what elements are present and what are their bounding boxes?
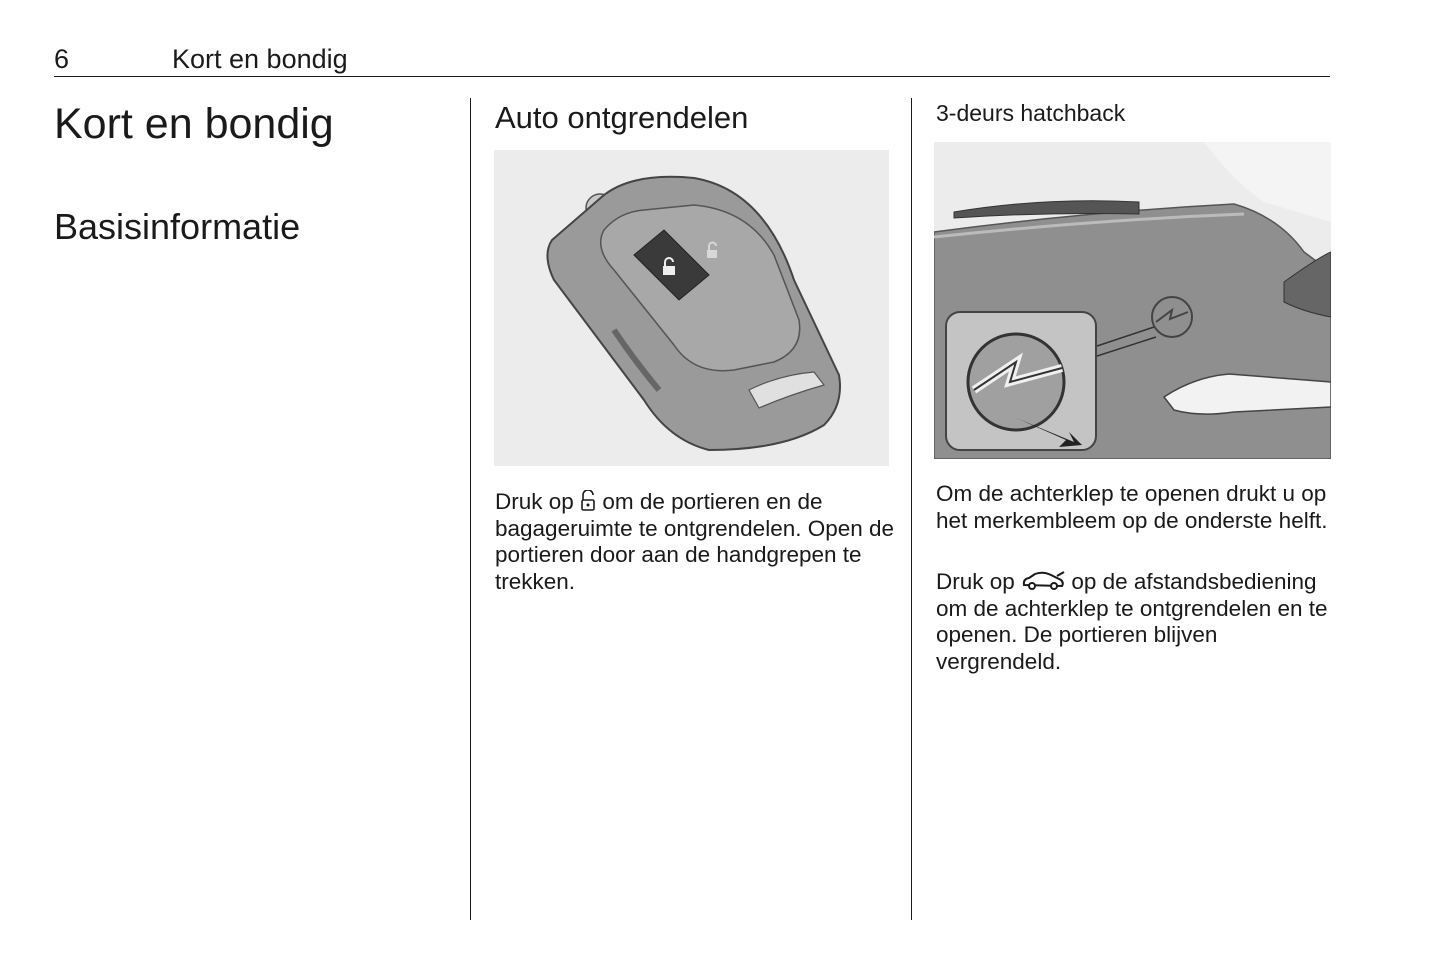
- tailgate-open-icon: [1021, 570, 1065, 592]
- tailgate-paragraph-2: Druk op op de afstandsbediening om de achterklep te ontgrendelen en te openen. De portieren blijven vergrendeld.: [936, 569, 1328, 674]
- page-header: [54, 40, 1330, 77]
- page-number: 6: [54, 44, 70, 74]
- tailgate-paragraph-1: Om de achterklep te openen drukt u op het merkembleem op de onderste helft.: [936, 481, 1328, 533]
- key-fob-figure: [494, 150, 889, 466]
- hatchback-subheading: 3-deurs hatchback: [936, 100, 1126, 126]
- column-divider-2: [911, 98, 912, 920]
- hatchback-figure: [934, 142, 1331, 459]
- section-title: Basisinformatie: [54, 206, 301, 247]
- main-title: Kort en bondig: [54, 100, 334, 148]
- column-divider-1: [470, 98, 471, 920]
- header-title: Kort en bondig: [172, 44, 348, 74]
- key-fob-illustration-icon: [494, 150, 889, 466]
- unlock-section-title: Auto ontgrendelen: [495, 100, 749, 135]
- unlock-instructions: Druk op om de portieren en de bagageruimte te ontgrendelen. Open de portieren door aan de handgrepen te trekken.: [495, 489, 895, 594]
- unlock-icon: [580, 490, 596, 512]
- hatchback-tailgate-illustration-icon: [934, 142, 1331, 459]
